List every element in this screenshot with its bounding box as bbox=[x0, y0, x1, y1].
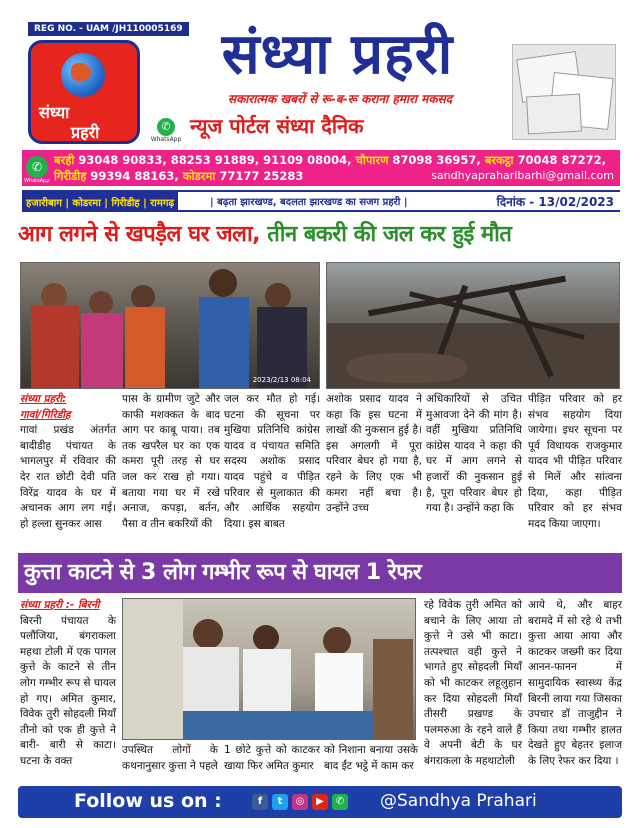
contact-place: गिरीडीह bbox=[54, 169, 87, 183]
issue-date: दिनांक - 13/02/2023 bbox=[496, 195, 614, 209]
twitter-icon[interactable]: t bbox=[272, 794, 288, 810]
story2-col1: संध्या प्रहरी :- बिरनी बिरनी पंचायत के पलौंजिया, बंगराकला महथा टोली में एक पागल कुत्ते के काटने से तीन लोग गम्भीर रूप से घायल हो गए। अमित कुमार, विवेक तुरी सोहदली मियाँ तीनो को एक ही कुत्ते ने बारी- बारी से काटा। घटना के वक्त bbox=[20, 599, 116, 767]
whatsapp-badge bbox=[148, 118, 184, 146]
story2-col2b: 1 छोटे कुत्ते को काटकर खाया फिर अमित कुमार bbox=[224, 744, 320, 772]
story2-col2a: उपस्थित लोगों के कथनानुसार कुत्ता ने पहले bbox=[122, 744, 218, 772]
story2-col4: आये थे, और बाहर बरामदे में सो रहे थे तभी कुत्ता आया आया और काटकर जख्मी कर दिया आनन-फानन में सामुदायिक स्वास्थ्य केंद्र बिरनी लाया गया जिसका उपचार डॉ ताजुद्दीन ने किया तथा गम्भीर हालत देखते हुए बेहतर इलाज के लिए रेफर कर दिया । bbox=[528, 599, 622, 767]
tagline: सकारात्मक खबरों से रू-ब-रू कराना हमारा मकसद bbox=[227, 92, 453, 106]
contact-numbers: 77177 25283 bbox=[219, 169, 304, 183]
story2-byline: संध्या प्रहरी :- बिरनी bbox=[20, 599, 100, 611]
contact-numbers: 93048 90833, 88253 91889, 91109 08004, bbox=[78, 153, 352, 167]
story1-photo-villagers bbox=[20, 262, 320, 389]
contact-place: बरकट्ठा bbox=[484, 153, 514, 167]
email-address: sandhyapraharibarhi@gmail.com bbox=[431, 169, 614, 182]
logo bbox=[28, 40, 140, 144]
footer-bar bbox=[18, 786, 622, 818]
story2-photo-hospital bbox=[122, 598, 416, 740]
district-list: हजारीबाग | कोडरमा | गिरीडीह | रामगढ़ bbox=[22, 192, 178, 210]
contact-place: बरही bbox=[54, 153, 75, 167]
whatsapp-label: WhatsApp bbox=[150, 136, 182, 143]
story1-col5: अधिकारियों से उचित मुआवजा देने की मांग है। वहीं मुखिया प्रतिनिधि कांग्रेस यादव ने कहा की घर में आग लगने से हजारों की नुकसान हुई है, पूरा परिवार बेघर हो गया है। उन्होंने कहा कि bbox=[426, 393, 522, 515]
subtitle: न्यूज पोर्टल संध्या दैनिक bbox=[190, 114, 364, 138]
story1-byline-location: गावां/गिरिडीह bbox=[20, 408, 71, 421]
social-handle[interactable]: @Sandhya Prahari bbox=[380, 791, 537, 811]
whatsapp-icon[interactable]: ✆ bbox=[332, 794, 348, 810]
story2-headline: कुत्ता काटने से 3 लोग गम्भीर रूप से घायल 1 रेफर bbox=[18, 553, 622, 593]
story1-col6: पीड़ित परिवार को हर संभव सहयोग दिया जायेगा। इधर सूचना पर पूर्व विधायक राजकुमार यादव भी पीड़ित परिवार से मिलें और सांत्वना दिया, कहा पीड़ित परिवार को हर संभव मदद किया जाएगा। bbox=[528, 393, 622, 530]
story1-col3: जल कर मौत हो गई। घटना की सूचना पर मुखिया प्रतिनिधि कांग्रेस यादव व पंचायत समिति सदस्य अशोक प्रसाद यादव पहुंचे व पीड़ित परिवार से मुलाकात की और आर्थिक सहयोग दिया। इस बाबत bbox=[224, 393, 320, 530]
contact-place: चौपारण bbox=[355, 153, 389, 167]
contacts-line-2 bbox=[54, 169, 303, 184]
story2-col3: रहे विवेक तुरी अमित को बचाने के लिए आया तो कुत्ते ने उसे भी काटा। तत्पश्चात वही कुत्ते ने भागते हुए सोहदली मियाँ को भी काटकर लहूलुहान कर दिया सोहदली मियाँ तीसरी प्रखण्ड के पलमरुआ के रहने वाले हैं वे अपनी बेटी के घर बंगराकला के महथाटोली bbox=[424, 599, 522, 767]
contacts-line-1 bbox=[54, 153, 606, 168]
youtube-icon[interactable]: ▶ bbox=[312, 794, 328, 810]
story1-photo-burnt-house bbox=[326, 262, 620, 389]
newspaper-image bbox=[512, 44, 616, 140]
contact-place: कोडरमा bbox=[182, 169, 216, 183]
follow-us-text: Follow us on : bbox=[74, 790, 222, 812]
globe-icon bbox=[61, 53, 105, 97]
photo-timestamp: 2023/2/13 08:04 bbox=[252, 376, 311, 384]
facebook-icon[interactable]: f bbox=[252, 794, 268, 810]
story1-col4: अशोक प्रसाद यादव ने कहा कि इस घटना में लाखों की नुकसान हुई है। इस अगलगी में पूरा परिवार बेघर हो गया है, रहने के लिए एक भी कमरा नहीं बचा है। उन्होंने उच्च bbox=[326, 393, 422, 515]
story1-col2: पास के ग्रामीण जुटे और काफी मशक्कत के बाद आग पर काबू पाया। तब तक खपरैल घर का एक कमरा पूरी तरह से घर जल कर राख हो गया। बताया गया घर में रखे अनाज, कपड़ा, बर्तन, पैसा व तीन बकरियों की bbox=[122, 393, 220, 530]
whatsapp-icon: ✆ bbox=[157, 118, 175, 136]
location-bar bbox=[22, 190, 620, 212]
whatsapp-icon: ✆ bbox=[26, 156, 48, 178]
story2-col2c: को निशाना बनाया उसके बाद ईंट भट्ठे में काम कर bbox=[324, 744, 418, 772]
story1-headline: आग लगने से खपड़ैल घर जला, तीन बकरी की जल कर हुई मौत bbox=[18, 222, 512, 247]
logo-text-1: संध्या bbox=[39, 103, 70, 122]
logo-text-2: प्रहरी bbox=[71, 123, 100, 142]
story1-col1: संध्या प्रहरी: गावां/गिरिडीह गावां प्रखंड अंतर्गत बादीडीह पंचायत के भागलपुर में रविवार की देर रात छोटी देवी पति विरेंद्र यादव के घर में अचानक आग लग गई। हो हल्ला सुनकर आस bbox=[20, 393, 116, 530]
instagram-icon[interactable]: ◎ bbox=[292, 794, 308, 810]
whatsapp-label: WhatsApp bbox=[24, 178, 50, 184]
contact-numbers: 70048 87272, bbox=[517, 153, 606, 167]
contact-numbers: 87098 36957, bbox=[392, 153, 481, 167]
contact-numbers: 99394 88163, bbox=[90, 169, 179, 183]
masthead-title: संध्या प्रहरी bbox=[221, 21, 454, 87]
registration-number: REG NO. - UAM /JH110005169 bbox=[28, 22, 189, 36]
slogan: | बढ़ता झारखण्ड, बदलता झारखण्ड का सजग प्रहरी | bbox=[210, 197, 408, 208]
story1-byline: संध्या प्रहरी: bbox=[20, 393, 67, 405]
contacts-bar bbox=[22, 150, 620, 186]
